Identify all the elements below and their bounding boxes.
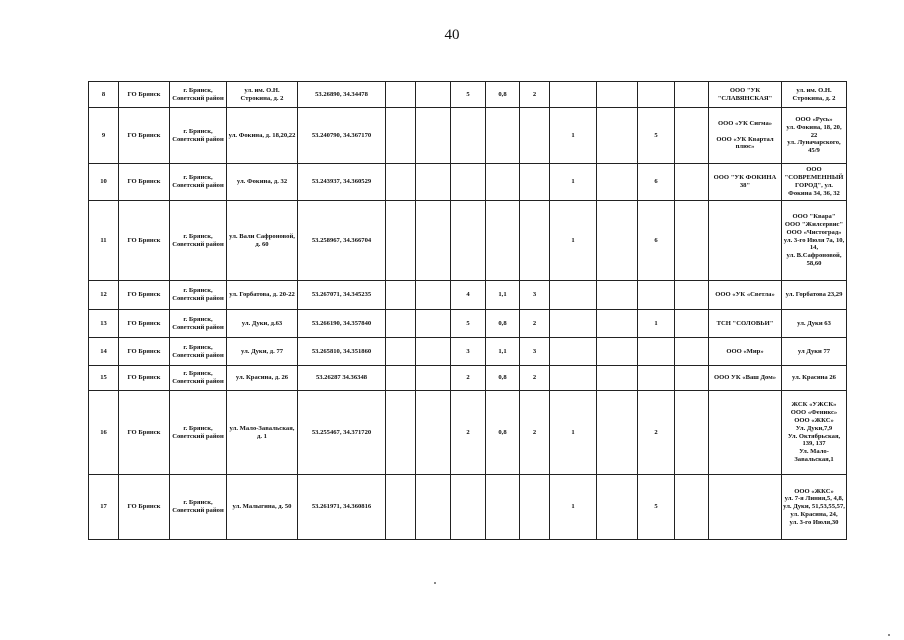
coordinates-cell: 53.261971, 34.360816 — [298, 475, 386, 540]
value-cell-c1 — [386, 164, 416, 201]
value-cell-c4 — [486, 201, 520, 281]
value-cell-c3: 2 — [451, 391, 486, 475]
value-cell-c9 — [675, 475, 709, 540]
served-buildings-cell: ООО "Квара" ООО "Жилсервис" ООО «Чистоград» ул. 3-го Июля 7а, 10, 14, ул. В.Сафроновой, 58,60 — [782, 201, 847, 281]
value-cell-c3: 2 — [451, 366, 486, 391]
management-company-cell — [709, 201, 782, 281]
coordinates-cell: 53.26287 34.36348 — [298, 366, 386, 391]
value-cell-c2 — [416, 108, 451, 164]
management-company-cell: ООО «УК Сигма» ООО «УК Квартал плюс» — [709, 108, 782, 164]
value-cell-c7 — [597, 391, 638, 475]
served-buildings-cell: ООО «Русь» ул. Фокина, 18, 20, 22 ул. Луначарского, 45/9 — [782, 108, 847, 164]
value-cell-c9 — [675, 281, 709, 310]
value-cell-c1 — [386, 201, 416, 281]
value-cell-c6 — [550, 281, 597, 310]
value-cell-c5: 3 — [520, 281, 550, 310]
value-cell-c2 — [416, 310, 451, 338]
table-row — [89, 391, 847, 475]
value-cell-c2 — [416, 201, 451, 281]
value-cell-c7 — [597, 310, 638, 338]
value-cell-c1 — [386, 108, 416, 164]
table-row — [89, 82, 847, 108]
value-cell-c4 — [486, 164, 520, 201]
served-buildings-cell: ул. им. О.Н. Строкина, д. 2 — [782, 82, 847, 108]
value-cell-c2 — [416, 82, 451, 108]
value-cell-c8 — [638, 338, 675, 366]
value-cell-c7 — [597, 82, 638, 108]
coordinates-cell: 53.265810, 34.351860 — [298, 338, 386, 366]
value-cell-c6 — [550, 338, 597, 366]
locality-cell: г. Брянск, Советский район — [170, 391, 227, 475]
row-number: 9 — [89, 108, 119, 164]
value-cell-c4: 1,1 — [486, 281, 520, 310]
table-row — [89, 475, 847, 540]
address-cell: ул. Фокина, д. 18,20,22 — [227, 108, 298, 164]
value-cell-c2 — [416, 338, 451, 366]
value-cell-c9 — [675, 201, 709, 281]
table-row — [89, 108, 847, 164]
value-cell-c7 — [597, 281, 638, 310]
value-cell-c7 — [597, 164, 638, 201]
value-cell-c2 — [416, 281, 451, 310]
district-cell: ГО Брянск — [119, 201, 170, 281]
value-cell-c6: 1 — [550, 201, 597, 281]
coordinates-cell: 53.266190, 34.357840 — [298, 310, 386, 338]
coordinates-cell: 53.26890, 34.34478 — [298, 82, 386, 108]
coordinates-cell: 53.255467, 34.371720 — [298, 391, 386, 475]
value-cell-c3: 5 — [451, 82, 486, 108]
value-cell-c1 — [386, 338, 416, 366]
value-cell-c5 — [520, 475, 550, 540]
table-row — [89, 310, 847, 338]
value-cell-c1 — [386, 366, 416, 391]
management-company-cell: ООО УК «Ваш Дом» — [709, 366, 782, 391]
served-buildings-cell: ООО «ЖКС» ул. 7-я Линия,5, 4,8, ул. Дуки, 51,53,55,57, ул. Красина, 24, ул. 3-го Июля,30 — [782, 475, 847, 540]
address-cell: ул. Дуки, д. 77 — [227, 338, 298, 366]
value-cell-c3 — [451, 475, 486, 540]
address-cell: ул. Малыгина, д. 50 — [227, 475, 298, 540]
locality-cell: г. Брянск, Советский район — [170, 201, 227, 281]
address-cell: ул. Горбатова, д. 20-22 — [227, 281, 298, 310]
table-row — [89, 201, 847, 281]
scan-mark — [888, 634, 890, 636]
locality-cell: г. Брянск, Советский район — [170, 310, 227, 338]
management-company-cell: ООО "УК ФОКИНА 38" — [709, 164, 782, 201]
coordinates-cell: 53.267071, 34.345235 — [298, 281, 386, 310]
row-number: 10 — [89, 164, 119, 201]
district-cell: ГО Брянск — [119, 366, 170, 391]
value-cell-c8: 5 — [638, 108, 675, 164]
row-number: 12 — [89, 281, 119, 310]
value-cell-c1 — [386, 310, 416, 338]
locality-cell: г. Брянск, Советский район — [170, 82, 227, 108]
address-cell: ул. им. О.Н. Строкина, д. 2 — [227, 82, 298, 108]
served-buildings-cell: ул. Горбатова 23,29 — [782, 281, 847, 310]
district-cell: ГО Брянск — [119, 164, 170, 201]
district-cell: ГО Брянск — [119, 108, 170, 164]
locality-cell: г. Брянск, Советский район — [170, 475, 227, 540]
value-cell-c8 — [638, 366, 675, 391]
value-cell-c4: 0,8 — [486, 366, 520, 391]
page-number: 40 — [444, 27, 460, 43]
locality-cell: г. Брянск, Советский район — [170, 281, 227, 310]
management-company-cell — [709, 475, 782, 540]
value-cell-c4: 0,8 — [486, 82, 520, 108]
value-cell-c9 — [675, 164, 709, 201]
value-cell-c4: 0,8 — [486, 310, 520, 338]
district-cell: ГО Брянск — [119, 338, 170, 366]
waste-sites-table — [88, 81, 847, 540]
value-cell-c9 — [675, 366, 709, 391]
value-cell-c5 — [520, 201, 550, 281]
value-cell-c4 — [486, 475, 520, 540]
value-cell-c7 — [597, 475, 638, 540]
served-buildings-cell: ООО "СОВРЕМЕННЫЙ ГОРОД", ул. Фокина 34, 36, 32 — [782, 164, 847, 201]
value-cell-c4: 0,8 — [486, 391, 520, 475]
value-cell-c8: 5 — [638, 475, 675, 540]
coordinates-cell: 53.258967, 34.366704 — [298, 201, 386, 281]
value-cell-c5: 2 — [520, 310, 550, 338]
row-number: 11 — [89, 201, 119, 281]
value-cell-c9 — [675, 82, 709, 108]
address-cell: ул. Вали Сафроновой, д. 60 — [227, 201, 298, 281]
value-cell-c5 — [520, 164, 550, 201]
value-cell-c2 — [416, 164, 451, 201]
value-cell-c8: 6 — [638, 164, 675, 201]
value-cell-c2 — [416, 366, 451, 391]
row-number: 17 — [89, 475, 119, 540]
value-cell-c3: 4 — [451, 281, 486, 310]
scan-mark — [434, 582, 436, 584]
address-cell: ул. Фокина, д. 32 — [227, 164, 298, 201]
value-cell-c8: 6 — [638, 201, 675, 281]
table-row — [89, 338, 847, 366]
table-row — [89, 366, 847, 391]
value-cell-c4 — [486, 108, 520, 164]
value-cell-c7 — [597, 338, 638, 366]
value-cell-c9 — [675, 391, 709, 475]
served-buildings-cell: ул. Дуки 63 — [782, 310, 847, 338]
management-company-cell — [709, 391, 782, 475]
value-cell-c8: 1 — [638, 310, 675, 338]
value-cell-c7 — [597, 201, 638, 281]
address-cell: ул. Красина, д. 26 — [227, 366, 298, 391]
value-cell-c5: 2 — [520, 391, 550, 475]
district-cell: ГО Брянск — [119, 281, 170, 310]
value-cell-c2 — [416, 475, 451, 540]
address-cell: ул. Дуки, д.63 — [227, 310, 298, 338]
management-company-cell: ООО «Мир» — [709, 338, 782, 366]
table-row — [89, 164, 847, 201]
value-cell-c1 — [386, 82, 416, 108]
value-cell-c5: 2 — [520, 366, 550, 391]
locality-cell: г. Брянск, Советский район — [170, 164, 227, 201]
value-cell-c3 — [451, 201, 486, 281]
district-cell: ГО Брянск — [119, 310, 170, 338]
value-cell-c6: 1 — [550, 475, 597, 540]
value-cell-c4: 1,1 — [486, 338, 520, 366]
district-cell: ГО Брянск — [119, 475, 170, 540]
value-cell-c3: 5 — [451, 310, 486, 338]
district-cell: ГО Брянск — [119, 82, 170, 108]
value-cell-c9 — [675, 108, 709, 164]
served-buildings-cell: ЖСК «УЖСК» ООО «Феникс» ООО «ЖКС» Ул. Дуки,7,9 Ул. Октябрьская, 139, 137 Ул. Мало-Завальская,1 — [782, 391, 847, 475]
value-cell-c6: 1 — [550, 108, 597, 164]
value-cell-c5 — [520, 108, 550, 164]
value-cell-c6: 1 — [550, 164, 597, 201]
row-number: 16 — [89, 391, 119, 475]
value-cell-c9 — [675, 310, 709, 338]
value-cell-c7 — [597, 366, 638, 391]
row-number: 8 — [89, 82, 119, 108]
value-cell-c6: 1 — [550, 391, 597, 475]
value-cell-c1 — [386, 281, 416, 310]
value-cell-c9 — [675, 338, 709, 366]
value-cell-c2 — [416, 391, 451, 475]
address-cell: ул. Мало-Завальская, д. 1 — [227, 391, 298, 475]
value-cell-c3 — [451, 108, 486, 164]
district-cell: ГО Брянск — [119, 391, 170, 475]
row-number: 14 — [89, 338, 119, 366]
row-number: 13 — [89, 310, 119, 338]
row-number: 15 — [89, 366, 119, 391]
served-buildings-cell: ул Дуки 77 — [782, 338, 847, 366]
value-cell-c8 — [638, 281, 675, 310]
value-cell-c1 — [386, 475, 416, 540]
served-buildings-cell: ул. Красина 26 — [782, 366, 847, 391]
value-cell-c7 — [597, 108, 638, 164]
locality-cell: г. Брянск, Советский район — [170, 366, 227, 391]
value-cell-c3 — [451, 164, 486, 201]
value-cell-c8 — [638, 82, 675, 108]
value-cell-c8: 2 — [638, 391, 675, 475]
value-cell-c6 — [550, 82, 597, 108]
value-cell-c6 — [550, 310, 597, 338]
table-row — [89, 281, 847, 310]
value-cell-c5: 2 — [520, 82, 550, 108]
locality-cell: г. Брянск, Советский район — [170, 338, 227, 366]
coordinates-cell: 53.243937, 34.360529 — [298, 164, 386, 201]
value-cell-c3: 3 — [451, 338, 486, 366]
management-company-cell: ООО «УК «Светла» — [709, 281, 782, 310]
value-cell-c6 — [550, 366, 597, 391]
management-company-cell: ТСН "СОЛОВЬИ" — [709, 310, 782, 338]
value-cell-c1 — [386, 391, 416, 475]
coordinates-cell: 53.240790, 34.367170 — [298, 108, 386, 164]
value-cell-c5: 3 — [520, 338, 550, 366]
locality-cell: г. Брянск, Советский район — [170, 108, 227, 164]
management-company-cell: ООО "УК "СЛАВЯНСКАЯ" — [709, 82, 782, 108]
